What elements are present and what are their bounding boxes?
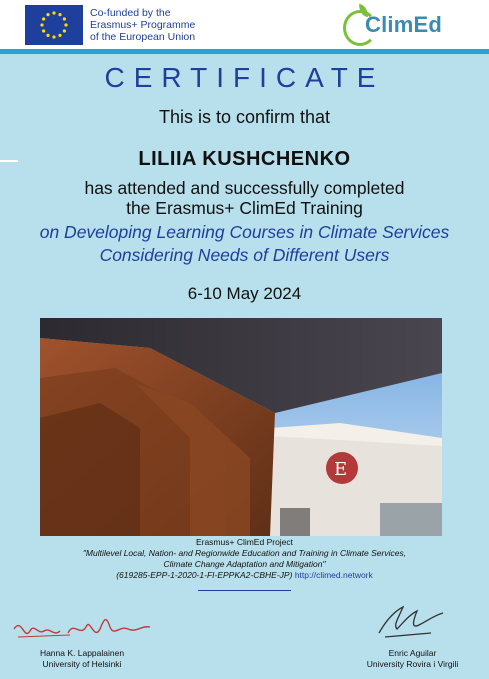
signature-2: [373, 599, 448, 641]
training-dates: 6-10 May 2024: [187, 284, 302, 303]
certificate-title: CERTIFICATE: [104, 62, 385, 93]
eu-funding-text: [90, 7, 195, 43]
project-url-link[interactable]: http://climed.network: [294, 570, 373, 580]
signer-1-name: Hanna K. Lappalainen: [39, 648, 125, 658]
building-photo: [40, 318, 442, 536]
eu-text-line-1: Co-funded by the: [90, 7, 171, 19]
signer-1: [22, 648, 142, 670]
project-info: [0, 537, 489, 581]
signer-2-name: Enric Aguilar: [388, 648, 437, 658]
signature-1: [10, 607, 155, 647]
attendance-text: [0, 178, 489, 218]
project-code-line: [0, 570, 489, 581]
climed-logo-text: ClimEd: [365, 12, 442, 37]
attendance-line-1: has attended and successfully completed: [84, 178, 405, 198]
topic-line-1: on Developing Learning Courses in Climate Services: [39, 222, 450, 242]
training-topic: [0, 221, 489, 267]
header: [0, 0, 489, 50]
project-code: (619285-EPP-1-2020-1-FI-EPPKA2-CBHE-JP): [116, 570, 293, 580]
project-title-line-1: "Multilevel Local, Nation- and Regionwide Education and Training in Climate Services,: [82, 548, 407, 558]
project-title-line-2: Climate Change Adaptation and Mitigation": [163, 559, 326, 569]
signer-2-org: University Rovira i Virgili: [366, 659, 459, 669]
certificate-body: [0, 54, 489, 679]
attendance-line-2: the Erasmus+ ClimEd Training: [126, 198, 363, 218]
svg-text:E: E: [334, 459, 348, 480]
signer-1-org: University of Helsinki: [42, 659, 122, 669]
eu-text-line-2: Erasmus+ Programme: [90, 19, 196, 31]
confirm-text: This is to confirm that: [158, 107, 331, 127]
project-label: Erasmus+ ClimEd Project: [195, 537, 294, 547]
topic-line-2: Considering Needs of Different Users: [99, 245, 390, 265]
eu-flag-logo: [25, 5, 83, 45]
recipient-name: LILIIA KUSHCHENKO: [138, 148, 351, 170]
eu-text-line-3: of the European Union: [90, 31, 196, 43]
divider-line: [198, 590, 291, 591]
signer-2: [355, 648, 470, 670]
